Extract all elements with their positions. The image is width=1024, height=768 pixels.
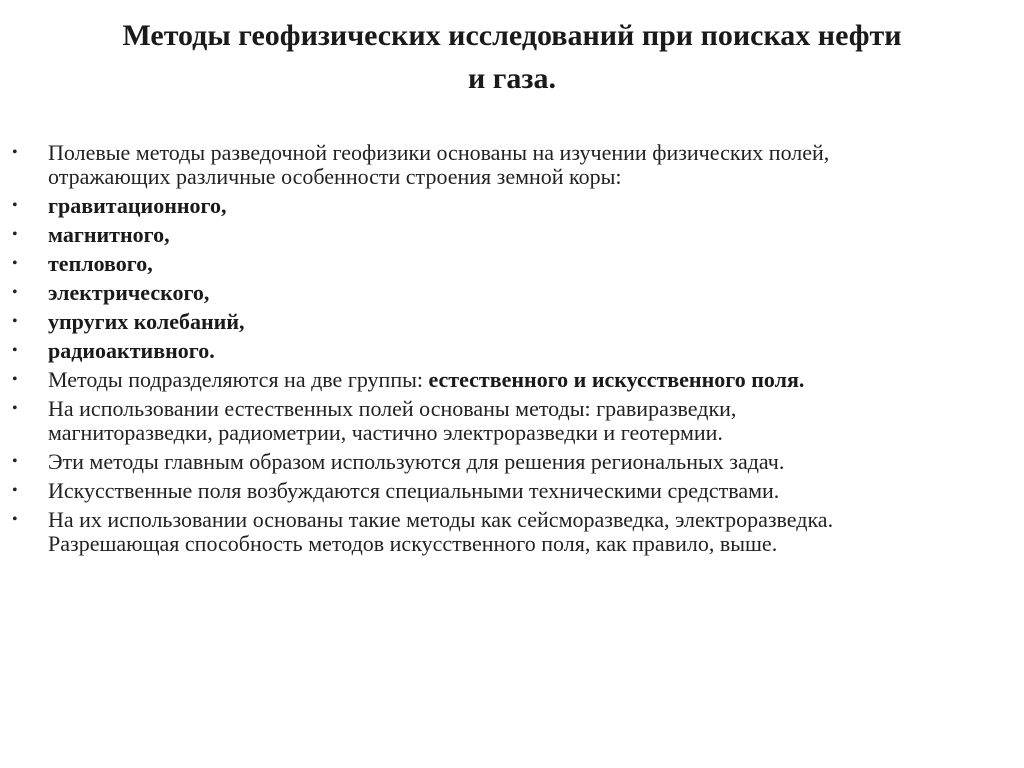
bullet-icon: •: [12, 144, 18, 161]
list-item-gravitational: [10, 194, 1010, 218]
bullet-icon: •: [12, 371, 18, 388]
item-text-line-2: отражающих различные особенности строения земной коры:: [48, 164, 622, 189]
list-item-elastic: [10, 310, 1010, 334]
list-item-artificial-fields: [10, 479, 1010, 503]
bullet-icon: •: [12, 255, 18, 272]
item-text: Искусственные поля возбуждаются специальными техническими средствами.: [48, 478, 780, 503]
item-text: Эти методы главным образом используются для решения региональных задач.: [48, 449, 785, 474]
bullet-icon: •: [12, 511, 18, 528]
slide-title-line-1: Методы геофизических исследований при поисках нефти: [122, 19, 902, 52]
list-item-radioactive: [10, 339, 1010, 363]
item-bold-text: магнитного,: [48, 222, 170, 247]
list-item-two-groups: [10, 368, 1010, 392]
item-bold-text: радиоактивного.: [48, 338, 215, 363]
list-item-field-methods: [10, 141, 1010, 189]
bullet-icon: •: [12, 400, 18, 417]
list-item-seismic: [10, 508, 1010, 556]
item-text-line-1: Полевые методы разведочной геофизики основаны на изучении физических полей,: [48, 140, 830, 165]
item-text-line-1: На их использовании основаны такие методы как сейсморазведка, электроразведка.: [48, 507, 834, 532]
bullet-icon: •: [12, 342, 18, 359]
list-item-magnetic: [10, 223, 1010, 247]
bullet-list: [10, 141, 1010, 561]
bullet-icon: •: [12, 284, 18, 301]
item-bold-text: электрического,: [48, 280, 210, 305]
bullet-icon: •: [12, 313, 18, 330]
list-item-regional-tasks: [10, 450, 1010, 474]
item-text-line-1: На использовании естественных полей основаны методы: гравиразведки,: [48, 396, 737, 421]
slide-title: [40, 14, 984, 100]
item-bold-text: упругих колебаний,: [48, 309, 245, 334]
bullet-icon: •: [12, 482, 18, 499]
list-item-natural-fields: [10, 397, 1010, 445]
item-text-line-2: магниторазведки, радиометрии, частично электроразведки и геотермии.: [48, 420, 723, 445]
bullet-icon: •: [12, 226, 18, 243]
list-item-electric: [10, 281, 1010, 305]
bullet-icon: •: [12, 453, 18, 470]
item-bold-text: гравитационного,: [48, 193, 227, 218]
list-item-thermal: [10, 252, 1010, 276]
item-text-line-2: Разрешающая способность методов искусственного поля, как правило, выше.: [48, 531, 778, 556]
item-text: Методы подразделяются на две группы:: [48, 367, 429, 392]
bullet-icon: •: [12, 197, 18, 214]
slide-title-line-2: и газа.: [468, 62, 556, 95]
item-bold-text: естественного и искусственного поля.: [428, 367, 805, 392]
item-bold-text: теплового,: [48, 251, 153, 276]
